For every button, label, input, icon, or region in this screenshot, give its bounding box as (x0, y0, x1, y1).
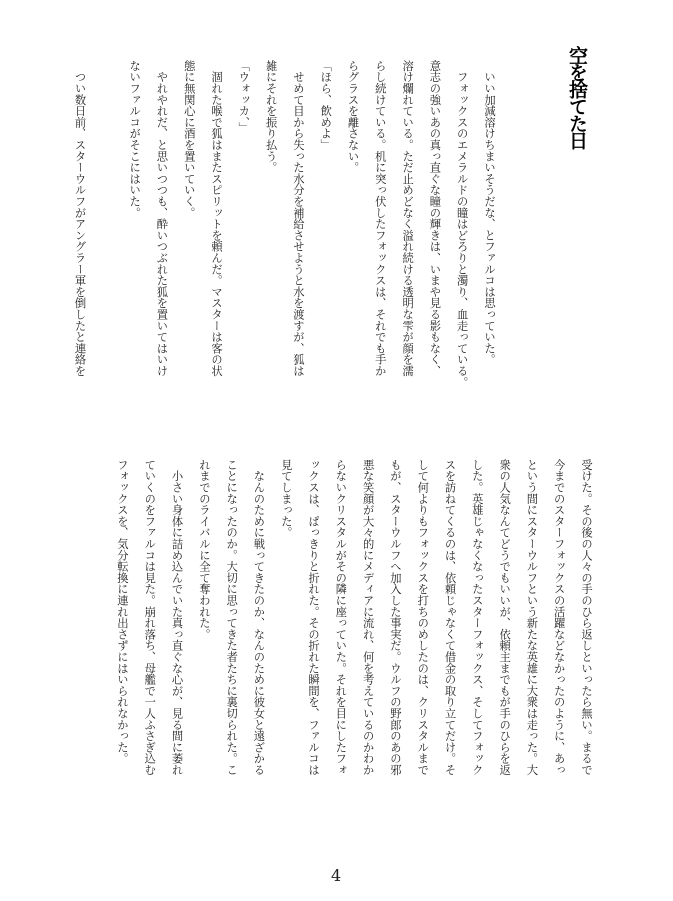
text-column: 雑にそれを振り払う。 (264, 60, 278, 173)
text-column: 今までのスターフォックスの活躍などなかったのように、あっ (552, 459, 566, 776)
text-column: 溶け爛れている。ただ止めどなく溢れ続ける透明な雫が顔を濡 (401, 60, 415, 377)
text-column: いい加減溶けちまいそうだな、とファルコは思っていた。 (483, 60, 496, 366)
text-column: フォックスを、気分転換に連れ出さずにはいられなかった。 (115, 459, 129, 765)
text-column: 小さい身体に詰め込んでいた真っ直ぐな心が、見る間に萎れ (170, 459, 184, 776)
text-column: 意志の強いあの真っ直ぐな瞳の輝きは、いまや見る影もなく、 (428, 60, 442, 377)
text-column: スを訪ねてくるのは、依頼じゃなくて借金の取り立てだけ。そ (443, 459, 457, 776)
text-column: なんのために戦ってきたのか、なんのために彼女と遠ざかる (252, 459, 266, 776)
text-column: フォックスのエメラルドの瞳はどろりと濁り、血走っている。 (455, 60, 469, 388)
text-column: もが、スターウルフへ加入した事実だ。ウルフの野郎のあの邪 (388, 459, 402, 776)
text-column: ていくのをファルコは見た。崩れ落ち、母艦で一人ふさぎ込む (143, 459, 157, 776)
text-column: ックスは、ぱっきりと折れた。その折れた瞬間を、ファルコは (307, 459, 321, 776)
text-column: らし続けている。机に突っ伏したフォックスは、それでも手か (373, 60, 387, 377)
text-column: 「ほら、飲めよ」 (319, 60, 333, 151)
text-column: 態に無関心に酒を置いていく。 (182, 60, 196, 219)
text-column: やれやれだ、と思いつつも、酔いつぶれた狐を置いてはいけ (155, 60, 169, 377)
text-column: つい数日前、スターウルフがアングラー軍を倒したと連絡を (73, 60, 87, 377)
text-column: 受けた。その後の人々の手のひら返しといったら無い。まるで (580, 459, 593, 776)
text-column (94, 60, 121, 380)
chapter-title: 空を捨てた日 (566, 46, 588, 148)
text-column: ないファルコがそこにはいた。 (128, 60, 142, 219)
text-column: 悪な笑顔が大々的にメディアに流れ、何を考えているのかわか (361, 459, 375, 776)
text-column: 「ウォッカ、」 (237, 60, 251, 134)
text-column: ことになったのか。大切に思ってきた者たちに裏切られた。こ (225, 459, 239, 776)
page-number: 4 (331, 866, 342, 885)
text-column: せめて目から失った水分を補給させようと水を渡すが、狐は (291, 60, 305, 377)
text-column: らないクリスタルがその隣に座っていた。それを目にしたフォ (334, 459, 348, 776)
text-column: 衆の人気なんてどうでもいいが、依頼主までもが手のひらを返 (498, 459, 512, 776)
body-text-upper (66, 60, 503, 388)
text-column: 見てしまった。 (279, 459, 293, 539)
text-column: した。英雄じゃなくなったスターフォックス、そしてフォック (470, 459, 484, 776)
text-column: して何よりもフォックスを打ちのめしたのは、クリスタルまで (416, 459, 430, 776)
text-column: れまでのライバルに全て奪われた。 (197, 459, 211, 640)
text-column: らグラスを離さない。 (346, 60, 360, 173)
body-text-lower (109, 459, 600, 851)
text-column: 涸れた喉で狐はまたスピリットを頼んだ。マスターは客の状 (210, 60, 224, 377)
text-column: という間にスターウルフという新たな英雄に大衆は走った。大 (525, 459, 539, 776)
